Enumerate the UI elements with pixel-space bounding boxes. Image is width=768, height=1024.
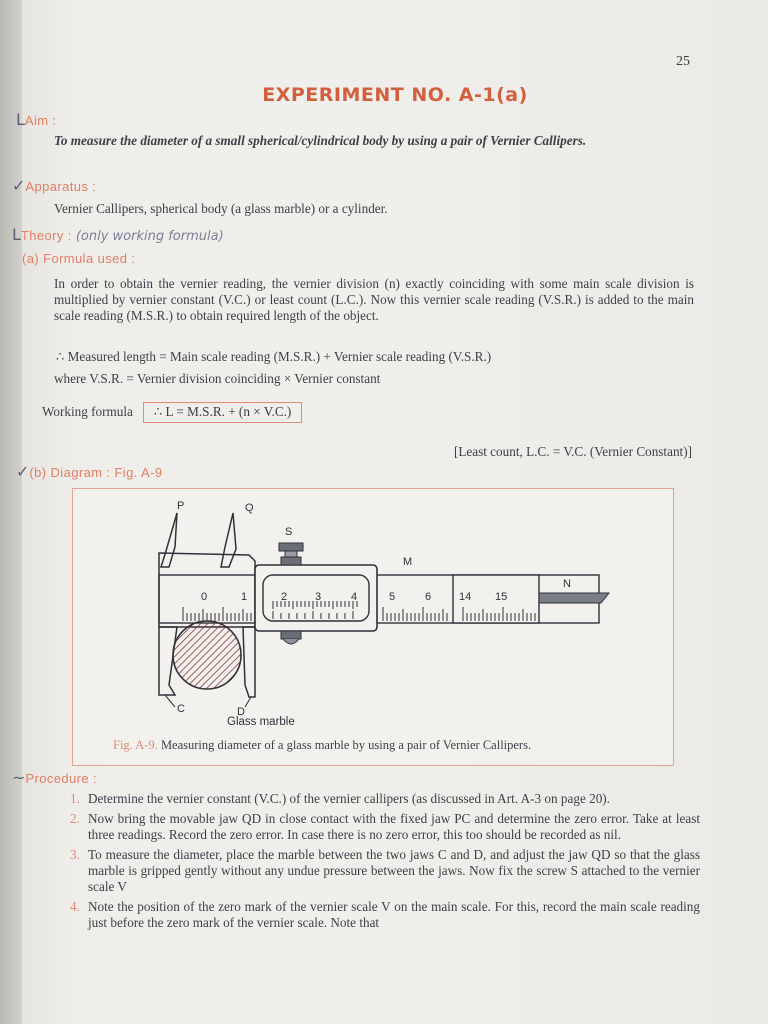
depth-rod bbox=[539, 593, 609, 603]
diagram-box bbox=[72, 488, 674, 766]
label-p: P bbox=[177, 500, 185, 512]
working-formula-label: Working formula bbox=[42, 404, 133, 419]
working-formula-row bbox=[42, 402, 302, 423]
scale-number: 1 bbox=[241, 591, 248, 603]
procedure-step: 3. To measure the diameter, place the marble between the two jaws C and D, and adjust the jaw QD so that the glass marble is gripped gently without any undue pressure between the jaws. Now fix the screw S attached to the vernier scale V bbox=[70, 847, 700, 894]
check-mark-icon: ✓ bbox=[16, 462, 30, 481]
label-glass-marble: Glass marble bbox=[227, 716, 295, 728]
glass-marble bbox=[173, 621, 241, 689]
scale-number: 4 bbox=[351, 591, 358, 603]
check-mark-icon: ~ bbox=[12, 768, 26, 787]
caption-figure-number: Fig. A-9. bbox=[113, 738, 158, 752]
label-q: Q bbox=[245, 502, 254, 514]
procedure-list bbox=[70, 791, 700, 935]
thumb-knob bbox=[281, 631, 301, 639]
aim-text: To measure the diameter of a small spherical/cylindrical body by using a pair of Vernier Callipers. bbox=[54, 133, 587, 148]
measured-length-line: ∴ Measured length = Main scale reading (M.S.R.) + Vernier scale reading (V.S.R.) bbox=[56, 349, 492, 364]
check-mark-icon: ✓ bbox=[12, 176, 26, 195]
lock-screw-base bbox=[281, 557, 301, 565]
diagram-heading-row bbox=[16, 462, 162, 482]
scale-number: 2 bbox=[281, 591, 288, 603]
book-binding-shadow bbox=[0, 0, 22, 1024]
lower-movable-jaw bbox=[243, 627, 255, 697]
apparatus-heading-row bbox=[12, 176, 96, 196]
vsr-definition-line: where V.S.R. = Vernier division coinciding × Vernier constant bbox=[54, 371, 381, 386]
scale-number: 5 bbox=[389, 591, 396, 603]
main-scale-ticks-middle bbox=[383, 607, 447, 621]
scale-number: 15 bbox=[495, 591, 508, 603]
aim-heading-row bbox=[16, 110, 57, 130]
aim-heading: Aim : bbox=[24, 113, 57, 128]
figure-caption bbox=[113, 738, 531, 753]
page-number: 25 bbox=[676, 54, 690, 69]
scale-number: 6 bbox=[425, 591, 432, 603]
theory-heading: Theory : bbox=[20, 228, 72, 243]
scale-number: 14 bbox=[459, 591, 472, 603]
upper-movable-jaw bbox=[221, 513, 236, 567]
book-page bbox=[12, 0, 768, 1024]
lock-screw-head bbox=[279, 543, 303, 551]
label-d: D bbox=[237, 706, 245, 718]
apparatus-text: Vernier Callipers, spherical body (a glass marble) or a cylinder. bbox=[54, 201, 388, 216]
vernier-calliper-diagram bbox=[73, 489, 673, 765]
procedure-step: 4. Note the position of the zero mark of the vernier scale V on the main scale. For this, record the main scale reading just before the zero mark of the vernier scale. Note that bbox=[70, 899, 700, 930]
check-mark-icon: L bbox=[16, 110, 25, 129]
working-formula-box: ∴ L = M.S.R. + (n × V.C.) bbox=[143, 402, 302, 423]
apparatus-heading: Apparatus : bbox=[25, 179, 97, 194]
formula-used-heading: (a) Formula used : bbox=[22, 251, 136, 266]
label-c: C bbox=[177, 703, 185, 715]
experiment-title: EXPERIMENT NO. A-1(a) bbox=[262, 84, 528, 106]
scale-number: 0 bbox=[201, 591, 208, 603]
procedure-step: 2. Now bring the movable jaw QD in close contact with the fixed jaw PC and determine the zero error. Take at least three readings. Record the zero error. In case there is no zero error, this too should be recorded as nil. bbox=[70, 811, 700, 842]
main-scale-ticks-left bbox=[183, 607, 251, 621]
scale-number: 3 bbox=[315, 591, 322, 603]
label-s: S bbox=[285, 526, 293, 538]
procedure-heading-row bbox=[12, 768, 97, 788]
procedure-step: 1. Determine the vernier constant (V.C.) of the vernier callipers (as discussed in Art. A-3 on page 20). bbox=[70, 791, 610, 806]
least-count-note: [Least count, L.C. = V.C. (Vernier Constant)] bbox=[453, 444, 692, 459]
formula-paragraph: In order to obtain the vernier reading, the vernier division (n) exactly coinciding with some main scale division is multiplied by vernier constant (V.C.) or least count (L.C.). Now this vernier scale reading (V.S.R.) is added to the main scale reading (M.S.R.) to obtain required length of the object. bbox=[54, 276, 694, 323]
theory-heading-row bbox=[12, 225, 224, 245]
check-mark-icon: L bbox=[12, 225, 21, 244]
label-m: M bbox=[403, 556, 413, 568]
diagram-heading: (b) Diagram : Fig. A-9 bbox=[29, 465, 163, 480]
upper-fixed-jaw bbox=[161, 513, 177, 567]
caption-text: Measuring diameter of a glass marble by using a pair of Vernier Callipers. bbox=[160, 738, 532, 752]
label-n: N bbox=[563, 578, 571, 590]
procedure-heading: Procedure : bbox=[25, 771, 98, 786]
handwritten-note: (only working formula) bbox=[75, 229, 224, 244]
